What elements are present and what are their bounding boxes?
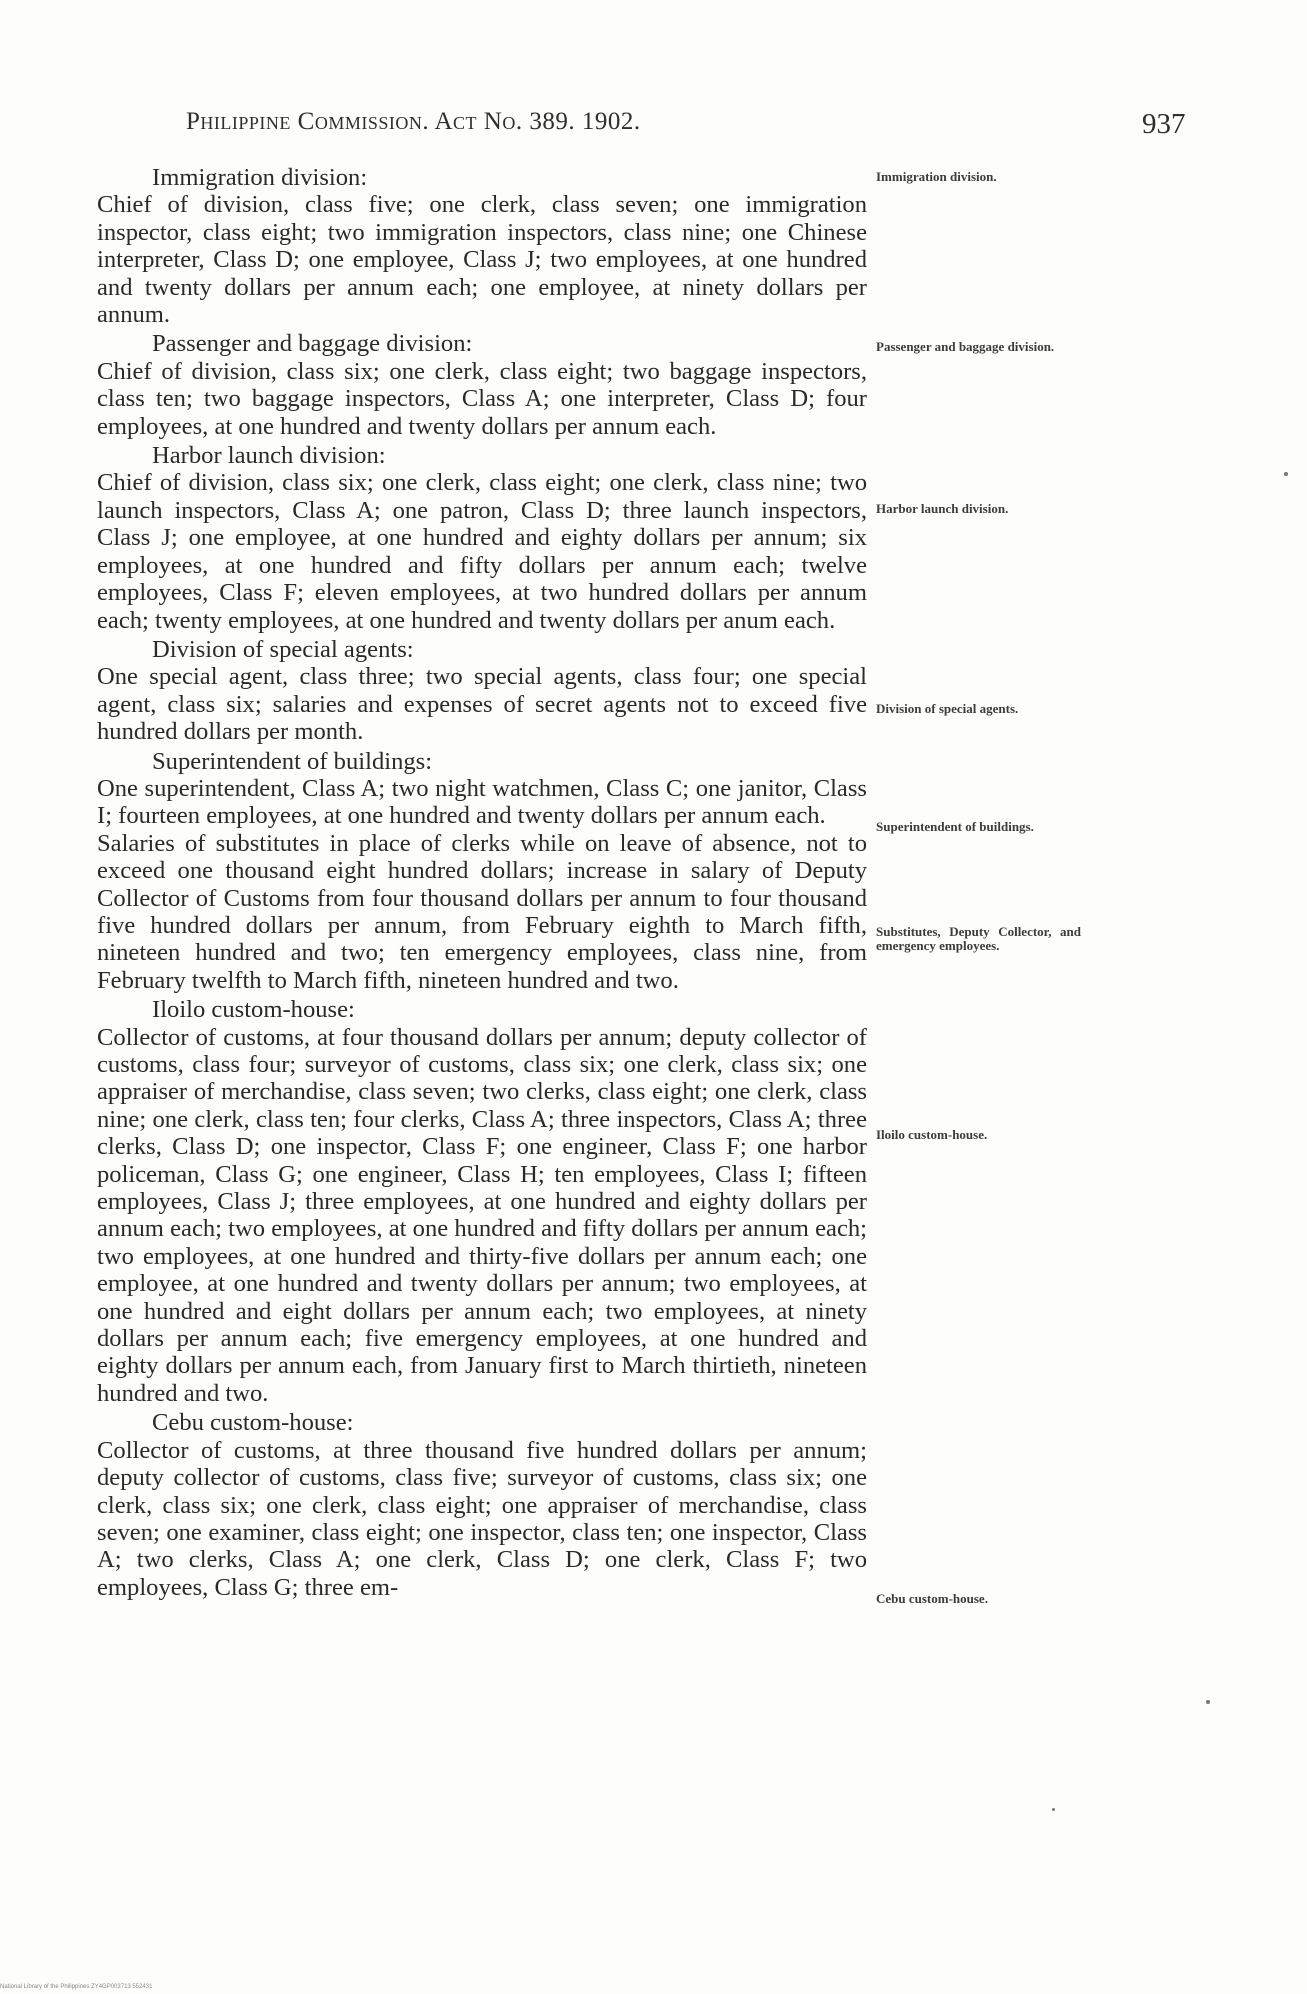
body-text xyxy=(97,162,867,1601)
special-agents-paragraph: One special agent, class three; two special agents, class four; one special agent, class six; salaries and expenses of secret agents not to exceed five hundred dollars per month. xyxy=(97,663,867,746)
buildings-heading: Superintendent of buildings: xyxy=(152,747,433,775)
immigration-paragraph: Chief of division, class five; one clerk, class seven; one immigration inspector, class eight; two immigration inspectors, class nine; one Chinese interpreter, Class D; one employee, Class J; two employees, at one hundred and twenty dollars per annum each; one employee, at ninety dollars per annum. xyxy=(97,191,867,329)
iloilo-heading: Iloilo custom-house: xyxy=(152,996,355,1024)
margin-note-harbor: Harbor launch division. xyxy=(876,501,1009,516)
passenger-paragraph: Chief of division, class six; one clerk, class eight; two baggage inspectors, class ten; two baggage inspectors, Class A; one interpreter, Class D; four employees, at one hundred and twenty dollars per annum each. xyxy=(97,357,867,440)
scan-speck xyxy=(1284,472,1288,476)
margin-note-buildings: Superintendent of buildings. xyxy=(876,819,1034,834)
scan-credit-footer: National Library of the Philippines ZY4GP003713 552431 xyxy=(0,1984,153,1990)
scan-speck xyxy=(1206,1700,1210,1704)
margin-note-passenger: Passenger and baggage division. xyxy=(876,339,1055,354)
margin-note-iloilo: Iloilo custom-house. xyxy=(876,1127,988,1142)
iloilo-paragraph: Collector of customs, at four thousand dollars per annum; deputy collector of customs, class four; surveyor of customs, class six; one clerk, class six; one appraiser of merchandise, class seven; two clerks, class eight; one clerk, class nine; one clerk, class ten; four clerks, Class A; three inspectors, Class A; three clerks, Class D; one inspector, Class F; one engineer, Class F; one harbor policeman, Class G; one engineer, Class H; ten employees, Class I; fifteen employees, Class J; three employees, at one hundred and eighty dollars per annum each; two employees, at one hundred and fifty dollars per annum each; two employees, at one hundred and thirty-five dollars per annum each; one employee, at one hundred and twenty dollars per annum; two employees, at one hundred and eight dollars per annum each; two employees, at ninety dollars per annum each; five emergency employees, at one hundred and eighty dollars per annum each, from January first to March thirtieth, nineteen hundred and two. xyxy=(97,1023,867,1407)
margin-note-immigration: Immigration division. xyxy=(876,169,997,184)
harbor-heading: Harbor launch division: xyxy=(152,442,386,470)
buildings-paragraph: One superintendent, Class A; two night watchmen, Class C; one janitor, Class I; fourteen employees, at one hundred and twenty dollars per annum each. xyxy=(97,774,867,830)
margin-note-cebu: Cebu custom-house. xyxy=(876,1591,988,1606)
margin-note-special-agents: Division of special agents. xyxy=(876,701,1019,716)
margin-note-substitutes: Substitutes, Deputy Collector, and emergency employees. xyxy=(876,924,1081,953)
immigration-heading: Immigration division: xyxy=(152,164,368,191)
page-number: 937 xyxy=(1142,108,1186,140)
passenger-heading: Passenger and baggage division: xyxy=(152,330,473,358)
cebu-heading: Cebu custom-house: xyxy=(152,1409,354,1437)
substitutes-paragraph: Salaries of substitutes in place of clerks while on leave of absence, not to exceed one thousand eight hundred dollars; increase in salary of Deputy Collector of Customs from four thousand dollars per annum to four thousand five hundred dollars per annum, from February eighth to March fifth, nineteen hundred and two; ten emergency employees, class nine, from February twelfth to March fifth, nineteen hundred and two. xyxy=(97,829,867,994)
special-agents-heading: Division of special agents: xyxy=(152,635,414,663)
scan-speck xyxy=(1052,1808,1055,1811)
running-head: Philippine Commission. Act No. 389. 1902. xyxy=(186,108,641,135)
harbor-paragraph: Chief of division, class six; one clerk, class eight; one clerk, class nine; two launch inspectors, Class A; one patron, Class D; three launch inspectors, Class J; one employee, at one hundred and eighty dollars per annum; six employees, at one hundred and fifty dollars per annum each; twelve employees, Class F; eleven employees, at two hundred dollars per annum each; twenty employees, at one hundred and twenty dollars per anum each. xyxy=(97,469,867,634)
cebu-paragraph: Collector of customs, at three thousand five hundred dollars per annum; deputy collector of customs, class five; surveyor of customs, class six; one clerk, class six; one clerk, class eight; one appraiser of merchandise, class seven; one examiner, class eight; one inspector, class ten; one inspector, Class A; two clerks, Class A; one clerk, Class D; one clerk, Class F; two employees, Class G; three em- xyxy=(97,1436,867,1601)
